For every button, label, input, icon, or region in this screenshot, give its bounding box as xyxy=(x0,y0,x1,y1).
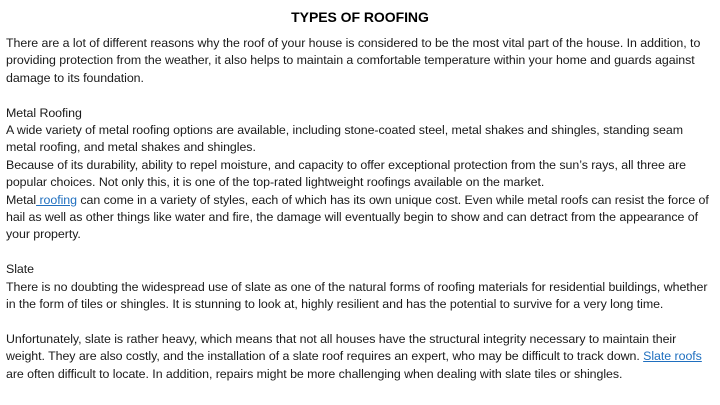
intro-paragraph: There are a lot of different reasons why the roof of your house is considered to be the most vital part of the house. In addition, to providing protection from the weather, it also helps to maintain a comfortable temperature within your home and guards against damage to its foundation. xyxy=(6,36,701,85)
metal-heading: Metal Roofing xyxy=(6,105,82,120)
slate-paragraph-2 xyxy=(6,331,714,383)
metal-paragraph-2: Because of its durability, ability to repel moisture, and capacity to offer exceptional protection from the sun’s rays, all three are popular choices. Not only this, it is one of the top-rated lightweight roofings available on the market. xyxy=(6,157,687,190)
slate-paragraph-2-end: are often difficult to locate. In addition, repairs might be more challenging when dealing with slate tiles or shingles. xyxy=(6,366,623,381)
metal-paragraph-1: A wide variety of metal roofing options are available, including stone-coated steel, metal shakes and shingles, standing seam metal roofing, and metal shakes and shingles. xyxy=(6,123,684,155)
spacer xyxy=(6,244,714,261)
metal-paragraph-3-start: Metal xyxy=(6,192,37,207)
roofing-link[interactable]: roofing xyxy=(36,192,77,207)
slate-roofs-link[interactable]: Slate roofs xyxy=(643,349,702,364)
spacer xyxy=(6,313,714,330)
slate-heading: Slate xyxy=(6,262,34,277)
spacer xyxy=(6,87,714,104)
page-title: TYPES OF ROOFING xyxy=(291,9,429,25)
slate-paragraph-2-start: Unfortunately, slate is rather heavy, which means that not all houses have the structural integrity necessary to maintain their weight. They are also costly, and the installation of a slate roof requires an expert, who may be difficult to track down. xyxy=(6,331,677,364)
slate-paragraph-1: There is no doubting the widespread use of slate as one of the natural forms of roofing materials for residential buildings, whether in the form of tiles or shingles. It is stunning to look at, highly resilient and has the potential to survive for a very long time. xyxy=(6,279,708,312)
metal-paragraph-3 xyxy=(6,192,714,244)
metal-paragraph-3-end: can come in a variety of styles, each of which has its own unique cost. Even while metal roofs can resist the force of hail as well as other things like water and fire, the damage will eventually begin to show and can detract from the appearance of your property. xyxy=(6,192,709,242)
